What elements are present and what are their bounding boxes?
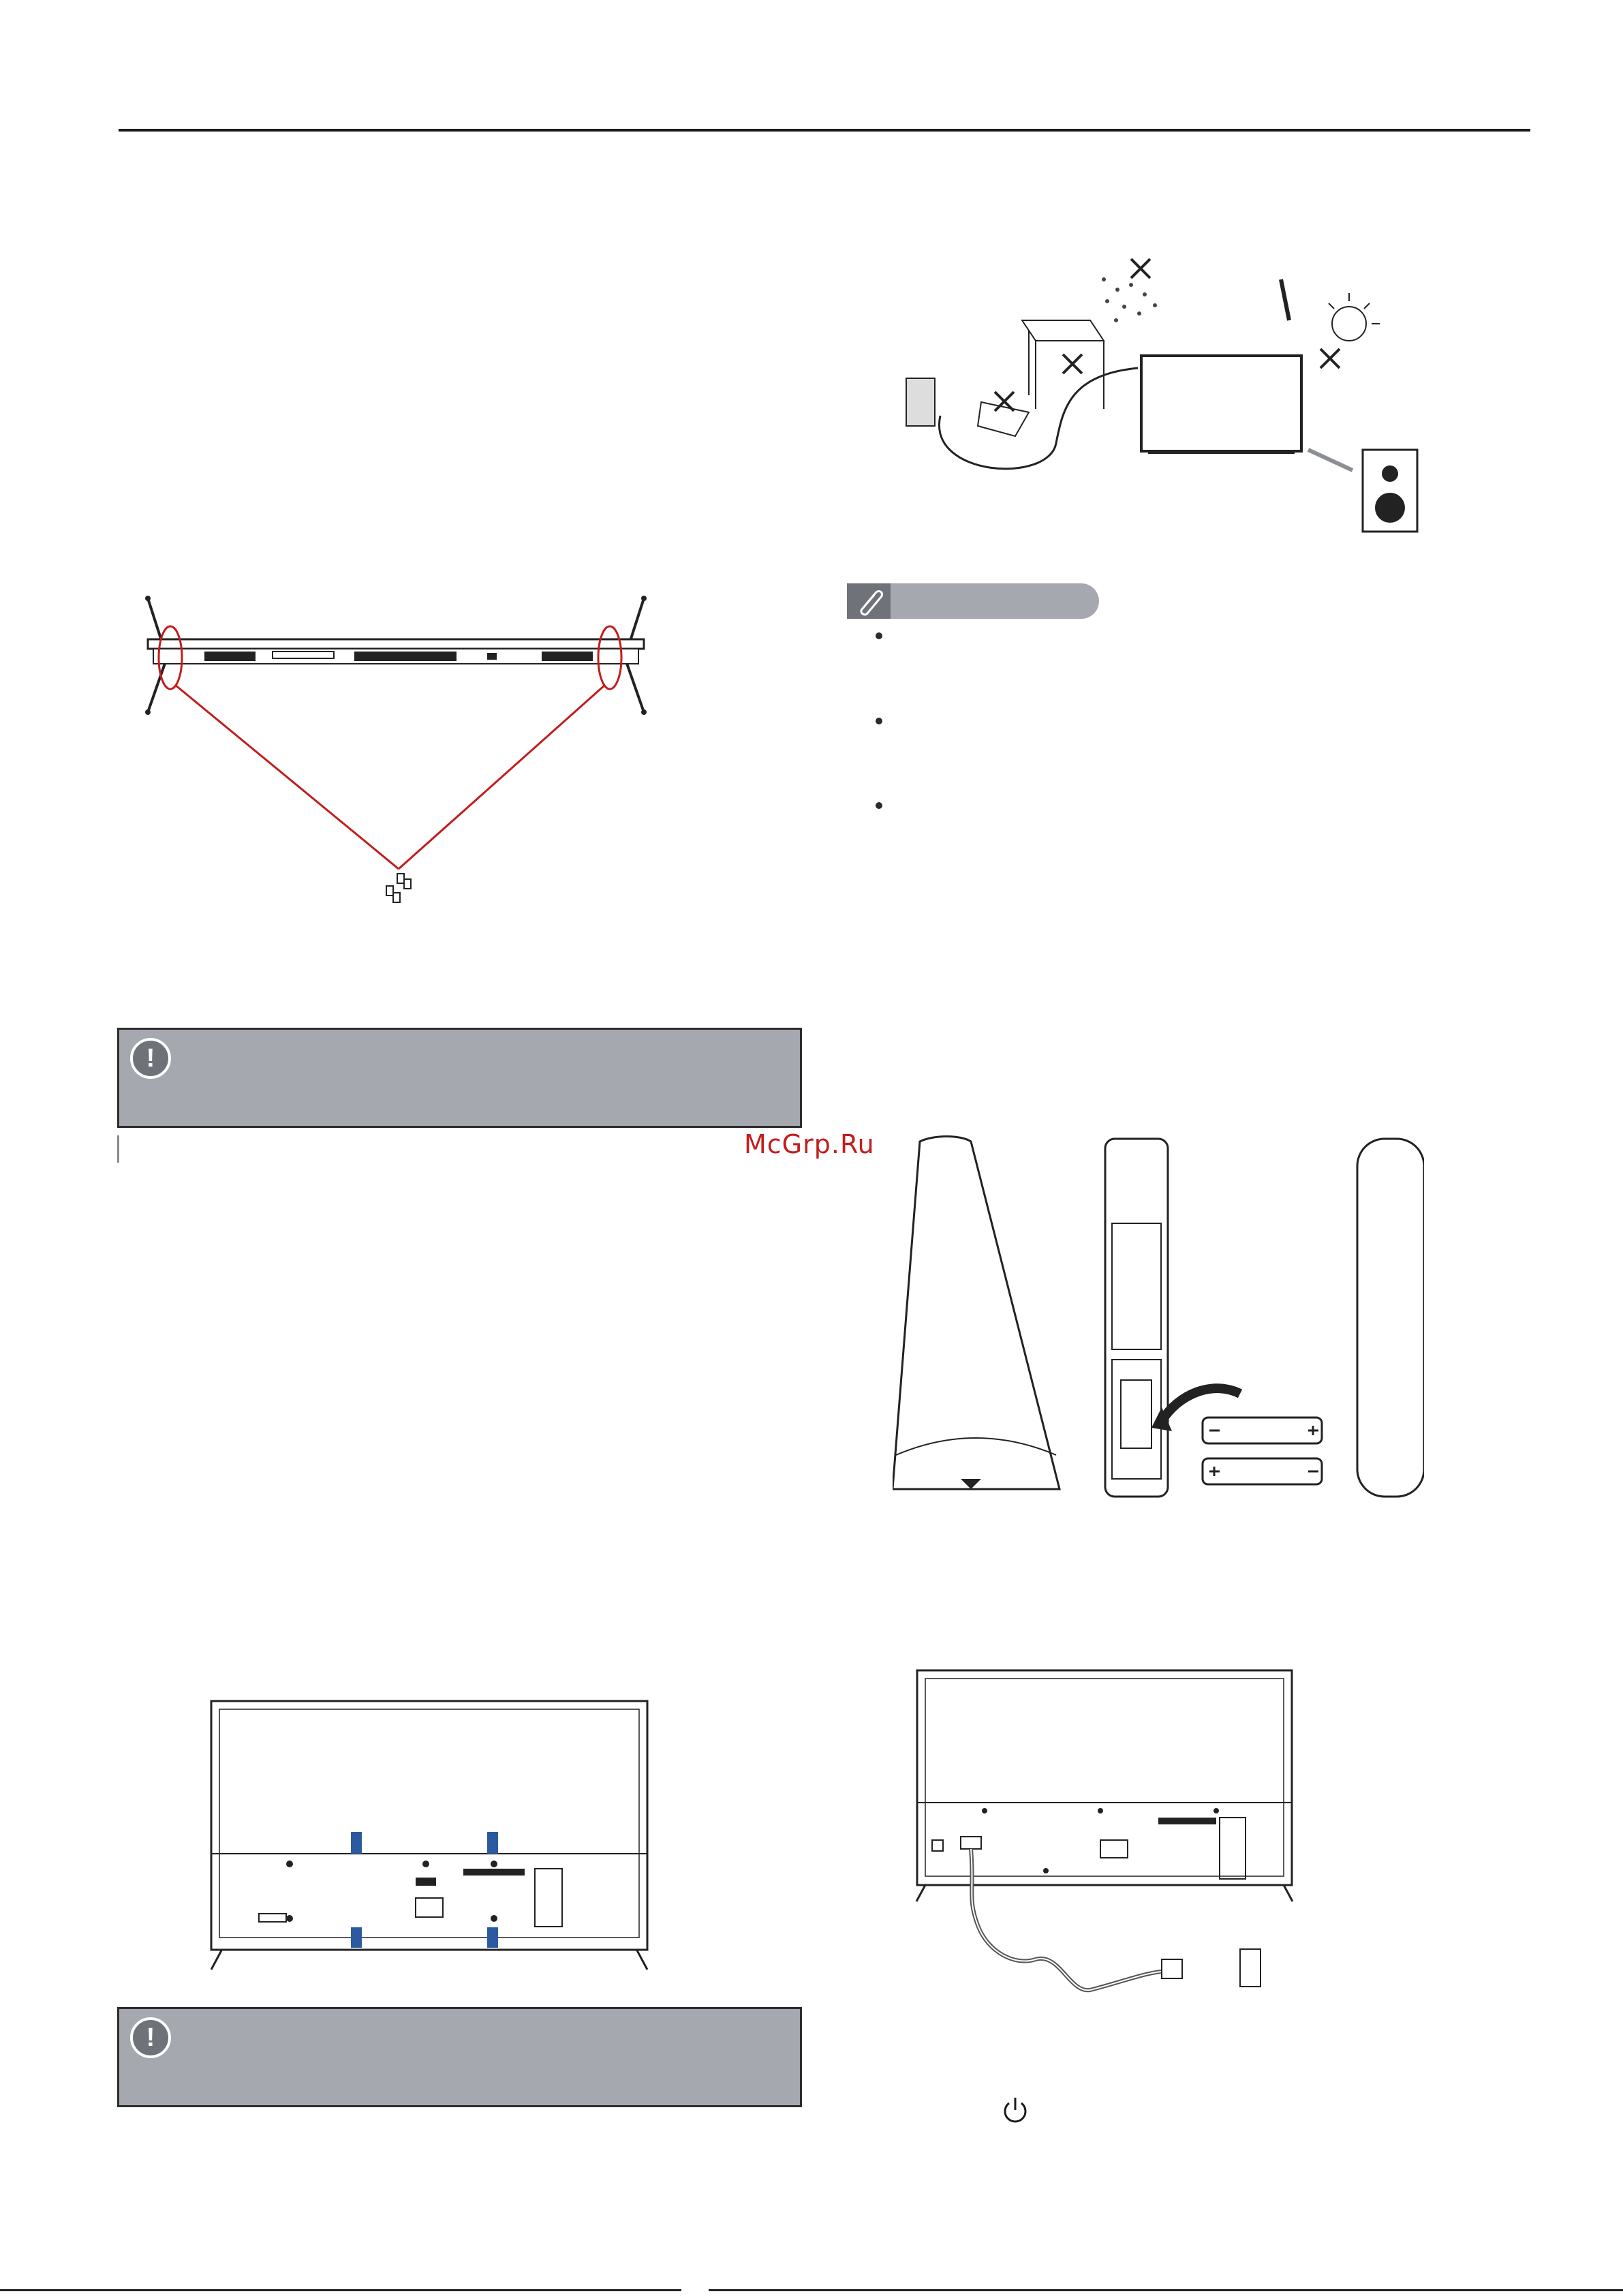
footer-rule-right [709, 2289, 1623, 2291]
safety-warning-illustration [899, 252, 1444, 538]
exclamation-icon: ! [130, 2017, 171, 2058]
warning-callout-top [117, 1028, 802, 1128]
footer-rule-left [0, 2289, 681, 2291]
column-marker-line [117, 1135, 119, 1163]
note-bullet-2 [876, 718, 882, 724]
warning-callout-bottom [117, 2007, 802, 2107]
power-icon [1000, 2095, 1031, 2126]
header-rule [119, 129, 1530, 132]
note-icon-tab [847, 583, 891, 619]
site-watermark: McGrp.Ru [744, 1129, 875, 1159]
tv-back-stand-illustration [204, 1697, 661, 1983]
note-bullet-3 [876, 802, 882, 809]
note-bullet-1 [876, 632, 882, 639]
paperclip-icon [847, 583, 891, 619]
tv-power-connection-illustration [913, 1666, 1322, 2031]
tv-stand-removal-illustration [140, 593, 651, 920]
exclamation-icon: ! [130, 1038, 171, 1079]
remote-battery-illustration [893, 1135, 1424, 1513]
